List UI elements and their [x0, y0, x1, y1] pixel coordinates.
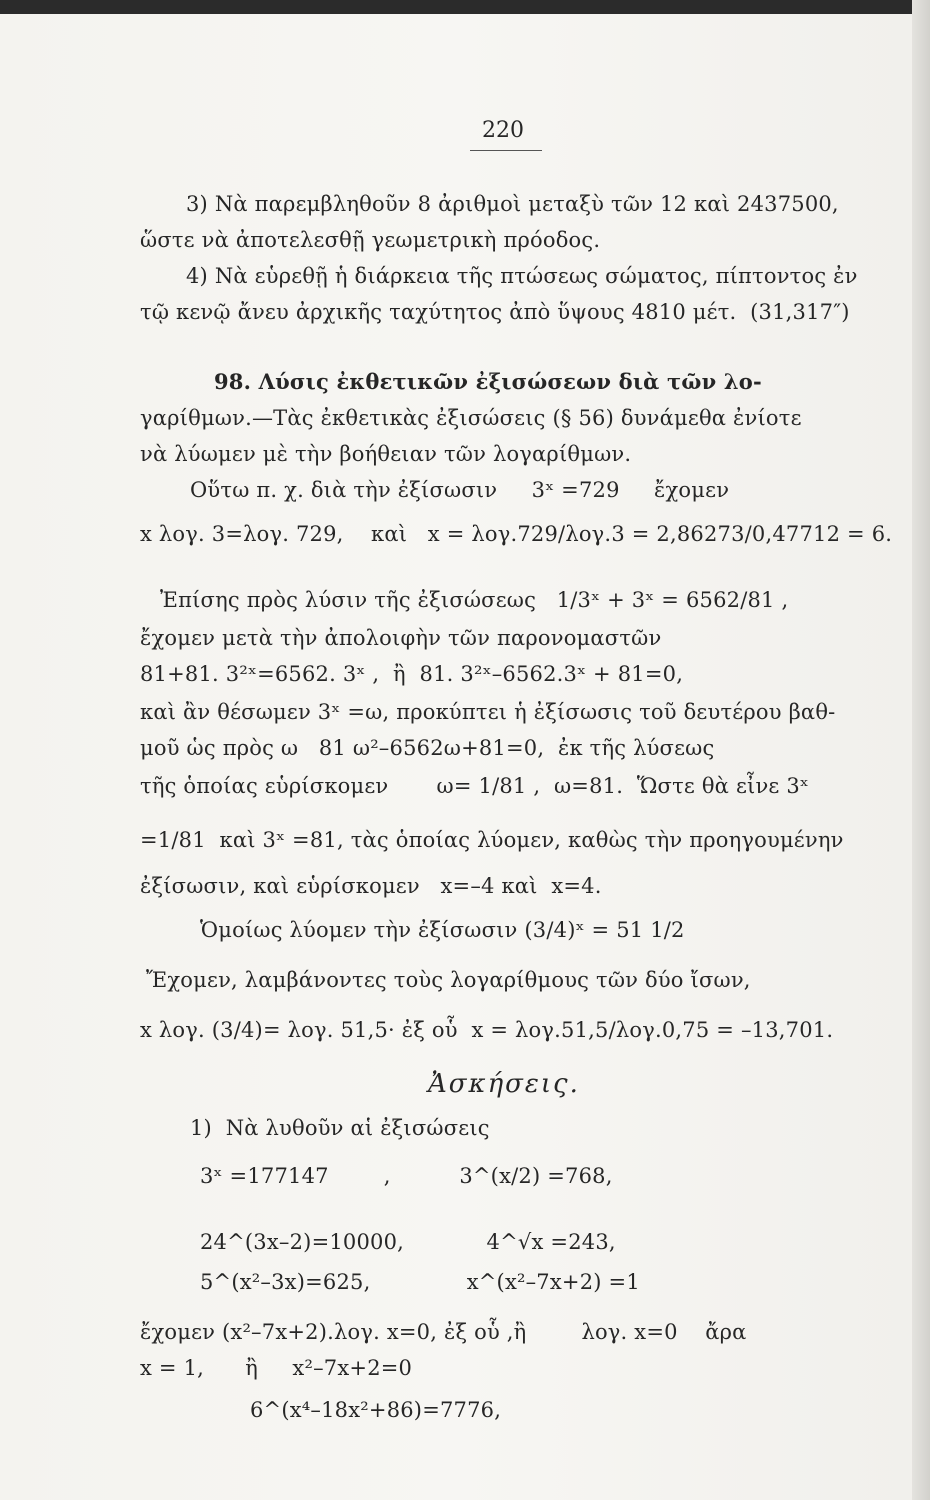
- page-number-rule: [470, 150, 542, 151]
- example-2-line-5: τῆς ὁποίας εὑρίσκομεν ω= 1/81 , ω=81. Ὥστε θὰ εἶνε 3ˣ: [140, 774, 810, 798]
- example-3-line-1: Ἔχομεν, λαμβάνοντες τοὺς λογαρίθμους τῶν δύο ἴσων,: [146, 968, 751, 992]
- section-98-line-2: νὰ λύωμεν μὲ τὴν βοήθειαν τῶν λογαρίθμων.: [140, 442, 632, 466]
- exercise-1-eq-row-4: 6^(x⁴–18x²+86)=7776,: [250, 1398, 502, 1422]
- page-number: 220: [482, 118, 524, 143]
- exercise-3-line-2: ὥστε νὰ ἀποτελεσθῇ γεωμετρικὴ πρόοδος.: [140, 228, 601, 252]
- exercises-heading: Ἀσκήσεις.: [428, 1069, 580, 1099]
- section-98-heading: 98. Λύσις ἐκθετικῶν ἐξισώσεων διὰ τῶν λο-: [214, 369, 762, 394]
- scan-border-top: [0, 0, 930, 14]
- example-2-intro: Ἐπίσης πρὸς λύσιν τῆς ἐξισώσεως 1/3ˣ + 3ˣ = 6562/81 ,: [160, 588, 789, 612]
- example-1-intro: Οὕτω π. χ. διὰ τὴν ἐξίσωσιν 3ˣ =729 ἔχομεν: [190, 478, 730, 502]
- exercise-1-intro: 1) Νὰ λυθοῦν αἱ ἐξισώσεις: [190, 1116, 490, 1140]
- example-2-line-1: ἔχομεν μετὰ τὴν ἀπολοιφὴν τῶν παρονομαστῶν: [140, 626, 662, 650]
- exercise-4-line-1: 4) Νὰ εὑρεθῇ ἡ διάρκεια τῆς πτώσεως σώματος, πίπτοντος ἐν: [186, 264, 858, 288]
- example-2-line-4: μοῦ ὡς πρὸς ω 81 ω²–6562ω+81=0, ἐκ τῆς λύσεως: [140, 736, 715, 760]
- exercise-1-eq-row-1: 3ˣ =177147 , 3^(x/2) =768,: [200, 1164, 613, 1188]
- exercise-4-line-2: τῷ κενῷ ἄνευ ἀρχικῆς ταχύτητος ἀπὸ ὕψους 4810 μέτ. (31,317″): [140, 300, 850, 324]
- example-2-line-2: 81+81. 3²ˣ=6562. 3ˣ , ἢ 81. 3²ˣ–6562.3ˣ + 81=0,: [140, 662, 684, 686]
- example-1-solution: x λογ. 3=λογ. 729, καὶ x = λογ.729/λογ.3 = 2,86273/0,47712 = 6.: [140, 522, 893, 546]
- example-2-line-7: ἐξίσωσιν, καὶ εὑρίσκομεν x=–4 καὶ x=4.: [140, 874, 602, 898]
- exercise-1-solution-line-1: ἔχομεν (x²–7x+2).λογ. x=0, ἐξ οὗ ,ἢ λογ. x=0 ἄρα: [140, 1320, 747, 1344]
- exercise-1-solution-line-2: x = 1, ἢ x²–7x+2=0: [140, 1356, 413, 1380]
- exercise-3-line-1: 3) Νὰ παρεμβληθοῦν 8 ἀριθμοὶ μεταξὺ τῶν 12 καὶ 2437500,: [186, 192, 839, 216]
- example-2-line-3: καὶ ἂν θέσωμεν 3ˣ =ω, προκύπτει ἡ ἐξίσωσις τοῦ δευτέρου βαθ-: [140, 700, 836, 724]
- example-3-intro: Ὁμοίως λύομεν τὴν ἐξίσωσιν (3/4)ˣ = 51 1/2: [200, 918, 685, 942]
- exercise-1-eq-row-3: 5^(x²–3x)=625, x^(x²–7x+2) =1: [200, 1270, 640, 1294]
- exercise-1-eq-row-2: 24^(3x–2)=10000, 4^√x =243,: [200, 1230, 616, 1254]
- example-2-line-6: =1/81 καὶ 3ˣ =81, τὰς ὁποίας λύομεν, καθὼς τὴν προηγουμένην: [140, 828, 844, 852]
- example-3-solution: x λογ. (3/4)= λογ. 51,5· ἐξ οὗ x = λογ.51,5/λογ.0,75 = –13,701.: [140, 1018, 834, 1042]
- section-98-line-1: γαρίθμων.—Τὰς ἐκθετικὰς ἐξισώσεις (§ 56) δυνάμεθα ἐνίοτε: [140, 406, 802, 430]
